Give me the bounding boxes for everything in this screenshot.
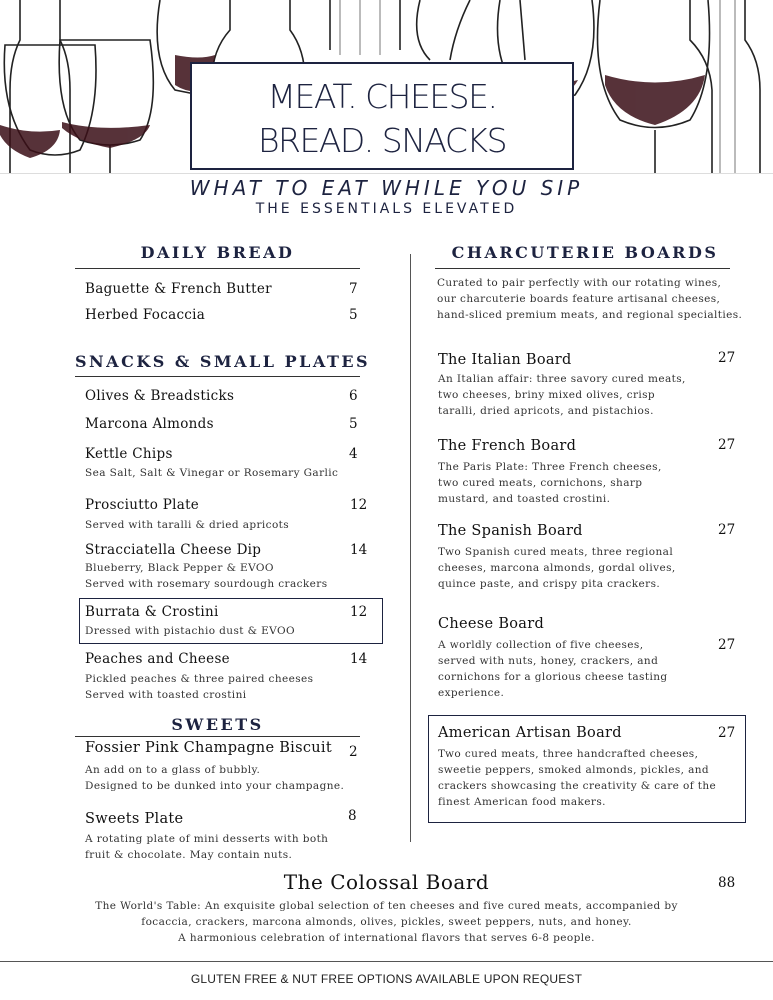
menu-item-desc: Pickled peaches & three paired cheeses	[85, 673, 314, 685]
board-price: 27	[718, 637, 736, 653]
subtagline: THE ESSENTIALS ELEVATED	[255, 201, 518, 217]
daily-bread-heading: DAILY BREAD	[140, 243, 295, 262]
charcuterie-rule	[435, 268, 730, 269]
menu-item-price: 2	[349, 744, 358, 760]
menu-item-price: 12	[350, 604, 368, 620]
menu-item-name: Prosciutto Plate	[85, 497, 200, 513]
menu-item-desc: Served with rosemary sourdough crackers	[85, 578, 328, 590]
menu-item-name: Peaches and Cheese	[85, 651, 230, 667]
board-name: The French Board	[438, 438, 577, 454]
colossal-board-desc	[0, 898, 773, 946]
menu-item-name: Sweets Plate	[85, 811, 184, 827]
colossal-board-price: 88	[718, 875, 736, 891]
board-price: 27	[718, 725, 736, 741]
board-name: The Italian Board	[438, 352, 572, 368]
board-desc: two cheeses, briny mixed olives, crisp	[438, 389, 656, 401]
menu-item-desc: Blueberry, Black Pepper & EVOO	[85, 562, 274, 574]
footer-note: GLUTEN FREE & NUT FREE OPTIONS AVAILABLE UPON REQUEST	[190, 972, 583, 986]
board-desc: mustard, and toasted crostini.	[438, 493, 611, 505]
colossal-desc-line: focaccia, crackers, marcona almonds, olives, pickles, sweet peppers, nuts, and honey.	[141, 916, 632, 928]
sweets-rule	[75, 736, 360, 737]
board-desc: finest American food makers.	[438, 796, 606, 808]
menu-item-desc: fruit & chocolate. May contain nuts.	[85, 849, 293, 861]
menu-item-price: 5	[349, 416, 358, 432]
board-desc: Two Spanish cured meats, three regional	[438, 546, 674, 558]
board-desc: served with nuts, honey, crackers, and	[438, 655, 659, 667]
menu-item-desc: Served with toasted crostini	[85, 689, 247, 701]
board-desc: A worldly collection of five cheeses,	[438, 639, 644, 651]
menu-item-price: 14	[350, 542, 368, 558]
menu-item-name: Stracciatella Cheese Dip	[85, 542, 262, 558]
board-price: 27	[718, 350, 736, 366]
menu-item-name: Marcona Almonds	[85, 416, 214, 432]
menu-item-desc: Sea Salt, Salt & Vinegar or Rosemary Garlic	[85, 467, 339, 479]
menu-item-price: 4	[349, 446, 358, 462]
footer-rule	[0, 961, 773, 962]
sweets-heading: SWEETS	[171, 715, 264, 734]
charcuterie-intro: Curated to pair perfectly with our rotating wines,	[437, 277, 722, 289]
menu-item-price: 14	[350, 651, 368, 667]
title-line-2: BREAD. SNACKS	[257, 121, 507, 160]
menu-item-name: Baguette & French Butter	[85, 281, 272, 297]
menu-item-price: 5	[349, 307, 358, 323]
menu-item-name: Herbed Focaccia	[85, 307, 206, 323]
menu-item-name: Olives & Breadsticks	[85, 388, 235, 404]
menu-item-desc: Served with taralli & dried apricots	[85, 519, 290, 531]
menu-item-desc: Dressed with pistachio dust & EVOO	[85, 625, 295, 637]
board-desc: cornichons for a glorious cheese tasting	[438, 671, 668, 683]
board-desc: quince paste, and crispy pita crackers.	[438, 578, 661, 590]
daily-bread-rule	[75, 268, 360, 269]
menu-item-desc: A rotating plate of mini desserts with both	[85, 833, 329, 845]
menu-item-name: Kettle Chips	[85, 446, 173, 462]
menu-item-price: 12	[350, 497, 368, 513]
board-desc: cheeses, marcona almonds, gordal olives,	[438, 562, 676, 574]
board-desc: An Italian affair: three savory cured meats,	[438, 373, 686, 385]
menu-item-desc: Designed to be dunked into your champagne.	[85, 780, 345, 792]
board-desc: sweetie peppers, smoked almonds, pickles, and	[438, 764, 710, 776]
board-desc: taralli, dried apricots, and pistachios.	[438, 405, 654, 417]
title-line-1: MEAT. CHEESE.	[267, 77, 497, 116]
hero-illustration	[0, 0, 773, 174]
board-desc: crackers showcasing the creativity & care of the	[438, 780, 717, 792]
board-desc: experience.	[438, 687, 505, 699]
colossal-desc-line: The World's Table: An exquisite global selection of ten cheeses and five cured meats, accompanied by	[95, 900, 678, 912]
title-box	[190, 62, 574, 170]
board-name: Cheese Board	[438, 616, 545, 632]
colossal-board-name: The Colossal Board	[283, 870, 490, 894]
menu-item-desc: An add on to a glass of bubbly.	[85, 764, 261, 776]
board-price: 27	[718, 522, 736, 538]
menu-item-price: 7	[349, 281, 358, 297]
charcuterie-heading: CHARCUTERIE BOARDS	[451, 243, 719, 262]
board-name: American Artisan Board	[438, 725, 622, 741]
board-desc: The Paris Plate: Three French cheeses,	[438, 461, 662, 473]
menu-item-name: Burrata & Crostini	[85, 604, 219, 620]
colossal-desc-line: A harmonious celebration of international flavors that serves 6-8 people.	[178, 932, 595, 944]
board-name: The Spanish Board	[438, 523, 583, 539]
charcuterie-intro: hand-sliced premium meats, and regional specialties.	[437, 309, 743, 321]
charcuterie-intro: our charcuterie boards feature artisanal cheeses,	[437, 293, 721, 305]
board-price: 27	[718, 437, 736, 453]
board-desc: Two cured meats, three handcrafted cheeses,	[438, 748, 699, 760]
menu-item-name: Fossier Pink Champagne Biscuit	[85, 740, 332, 756]
snacks-heading: SNACKS & SMALL PLATES	[75, 352, 371, 371]
tagline: WHAT TO EAT WHILE YOU SIP	[189, 176, 584, 200]
menu-item-price: 6	[349, 388, 358, 404]
snacks-rule	[75, 376, 360, 377]
menu-item-price: 8	[348, 808, 357, 824]
board-desc: two cured meats, cornichons, sharp	[438, 477, 643, 489]
column-divider	[410, 254, 411, 842]
